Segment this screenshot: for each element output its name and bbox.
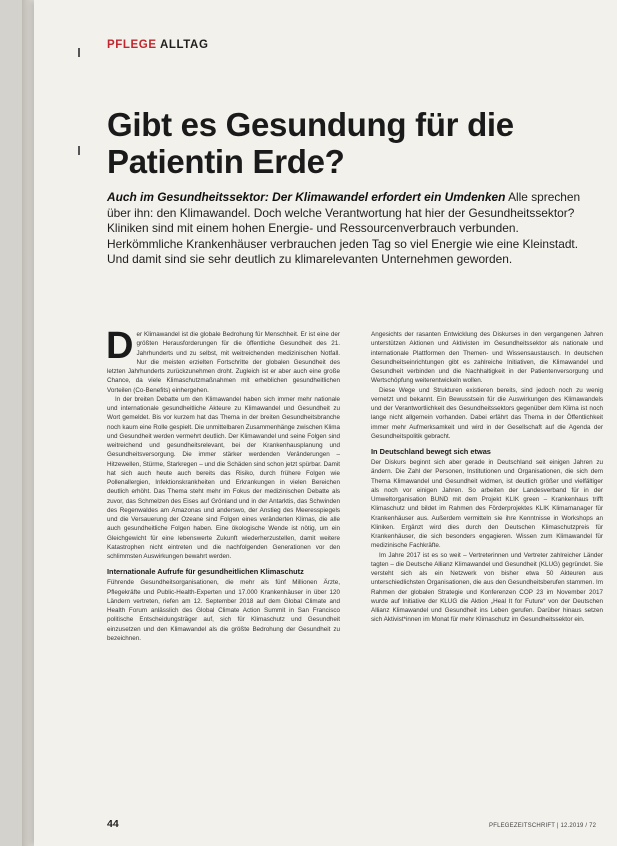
body-paragraph: Angesichts der rasanten Entwicklung des Diskurses in den vergangenen Jahren unterstützen Aktionen und Aktivisten im Gesundheitssektor als nationale und internationale Plattformen den Themen- und Wissensaustausch. In deutschen Gesundheitseinrichtungen gibt es zahlreiche Initiativen, die Klimawandel und Gesundheit verbinden und die Nachhaltigkeit in der Patientenversorgung und Wertschöpfung weiterentwickeln wollen.	[371, 331, 603, 385]
rubric-accent: PFLEGE	[107, 39, 157, 51]
article-lead	[107, 190, 592, 268]
rubric-rest: ALLTAG	[159, 39, 209, 51]
binding-mark	[78, 48, 80, 57]
body-paragraph	[106, 325, 340, 395]
section-subhead: In Deutschland bewegt sich etwas	[371, 447, 491, 456]
body-column-right	[371, 330, 603, 625]
section-subhead: Internationale Aufrufe für gesundheitlichen Klimaschutz	[107, 567, 304, 577]
paragraph-text: er Klimawandel ist die globale Bedrohung für Menschheit. Er ist eine der größten Herausforderungen für die öffentliche Gesundheit des 21. Jahrhunderts und zu selbst, mit weitreichenden medizinischen Notfall. Nur die meisten erzielten Fortschritte der globalen Gesundheit des letzten Jahrhunderts zurückzunehmen droht. Zugleich ist er aber auch eine große Chance, da viele Klimaschutzmaßnahmen mit erheblichen gesundheitlichen Vorteilen (Co-Benefits) einhergehen.	[107, 331, 340, 394]
drop-cap: D	[106, 325, 134, 367]
headline-line-1: Gibt es Gesundung für die	[107, 106, 514, 143]
body-paragraph: In der breiten Debatte um den Klimawandel haben sich immer mehr nationale und internationale gesundheitliche Akteure zu Klimawandel und Gesundheit zu Wort gemeldet. Bis vor kurzem hat das Thema in der breiten Gesundheitsbranche noch kaum eine Rolle gespielt. Die unmittelbaren Zusammenhänge zwischen Klima und Gesundheit werden vermehrt deutlich. Der Klimawandel und seine Folgen sind weitreichend und gesundheitsrelevant, bei der Krankenhausplanung und Gesundheitsversorgung. Die immer stärker werdenden Veränderungen – Hitzewellen, Stürme, Starkregen – und die Schäden sind schon jetzt spürbar. Damit hat sich auch heute auch bereits das Risiko, durch frühere Folgen wie Pollenallergien, Infektionskrankheiten und Erkrankungen in vielen Bereichen deutlich erhöht. Das Thema steht mehr im Fokus der medizinischen Debatte als zuvor, das Schmelzen des Eises auf Grönland und in der Antarktis, das Schwinden des Regenwaldes am Amazonas und anderswo, der Anstieg des Meeresspiegels und die Versauerung der Ozeane sind Folgen eines veränderten Klimas, die alle auch gesundheitliche Folgen haben. Eine ökologische Wende ist nötig, um ein Gleichgewicht für eine lebenswerte Zukunft wiederherzustellen, damit weitere Katastrophen nicht eintreten und die nachfolgenden Generationen vor den schlimmsten Auswirkungen bewahrt werden.	[107, 395, 340, 560]
article-headline	[107, 106, 547, 180]
page-number: 44	[107, 818, 119, 830]
body-paragraph: Diese Wege und Strukturen existieren bereits, sind jedoch noch zu wenig vernetzt und bekannt. Ein Bewusstsein für die Auswirkungen des Klimawandels und der Verantwortlichkeit des Gesundheitssektors gegenüber dem Klima ist noch lange nicht allgemein vorhanden. Dabei erfährt das Thema in der Öffentlichkeit immer mehr Aufmerksamkeit und wird in der Gesellschaft auf die Agenda der Gesundheitspolitik gebracht.	[371, 386, 603, 440]
lead-kicker: Auch im Gesundheitssektor: Der Klimawandel erfordert ein Umdenken	[107, 190, 506, 204]
previous-page-edge	[22, 0, 34, 846]
body-paragraph: Im Jahre 2017 ist es so weit – Vertreterinnen und Vertreter zahlreicher Länder tagten – die Deutsche Allianz Klimawandel und Gesundheit (KLUG) gegründet. Sie versteht sich als ein Netzwerk von bisher etwa 50 Akteuren aus unterschiedlichsten Organisationen, die aus den Gesundheitsberufen stammen. Im Rahmen der globalen Strategie und Konferenzen COP 23 im November 2017 wurde auf Initiative der KLUG die Aktion „Heal It for Future“ von der Deutschen Allianz Klimawandel und Gesundheit ins Leben gerufen. Darüber hinaus setzen sich Aktivist*innen im Monat für mehr Klimaschutz im Gesundheitssektor ein.	[371, 551, 603, 624]
binding-mark	[78, 146, 80, 155]
body-paragraph: Der Diskurs beginnt sich aber gerade in Deutschland seit einigen Jahren zu ändern. Die Zahl der Personen, Institutionen und Organisationen, die sich dem Thema Klimawandel und Gesundheit widmen, ist deutlich größer und vielfältiger als noch vor einigen Jahren. So arbeiten der Landesverband für in der Umweltorganisation BUND mit dem Projekt KLIK green – Krankenhaus trifft Klimaschutz und bildet im Rahmen des Förderprojektes KLIK Klimamanager für Krankenhäuser aus. Außerdem vermitteln sie ihre Kenntnisse in Workshops an Kliniken. Ergänzt wird dies durch den Deutschen Klimaschutzpreis für Krankenhäuser, die sich besonders engagieren. Wissen zum Klimawandel für medizinische Fachkräfte.	[371, 459, 603, 550]
section-rubric	[107, 39, 209, 51]
lead-text: Alle sprechen über ihn: den Klimawandel. Doch welche Verantwortung hat hier der Gesundheitssektor? Kliniken sind mit einem hohen Energie- und Ressourcenverbrauch verbunden. Herkömmliche Krankenhäuser verbrauchen jeden Tag so viel Energie wie eine Kleinstadt. Und damit sind sie sehr deutlich zu klimarelevanten Unternehmen geworden.	[107, 190, 581, 267]
headline-line-2: Patientin Erde?	[107, 143, 345, 180]
body-paragraph: Führende Gesundheitsorganisationen, die mehr als fünf Millionen Ärzte, Pflegekräfte und Public-Health-Experten und 17.000 Krankenhäuser in über 120 Ländern vertreten, riefen am 12. September 2018 auf dem Global Climate and Health Forum anlässlich des Global Climate Action Summit in San Francisco politische Entscheidungsträger auf, sich für Klimaschutz und Gesundheit einzusetzen und den Klimawandel als die größte Bedrohung der Gesundheit zu bezeichnen.	[107, 579, 340, 642]
body-column-left	[106, 325, 340, 643]
journal-info: PFLEGEZEITSCHRIFT | 12.2019 / 72	[489, 823, 597, 829]
